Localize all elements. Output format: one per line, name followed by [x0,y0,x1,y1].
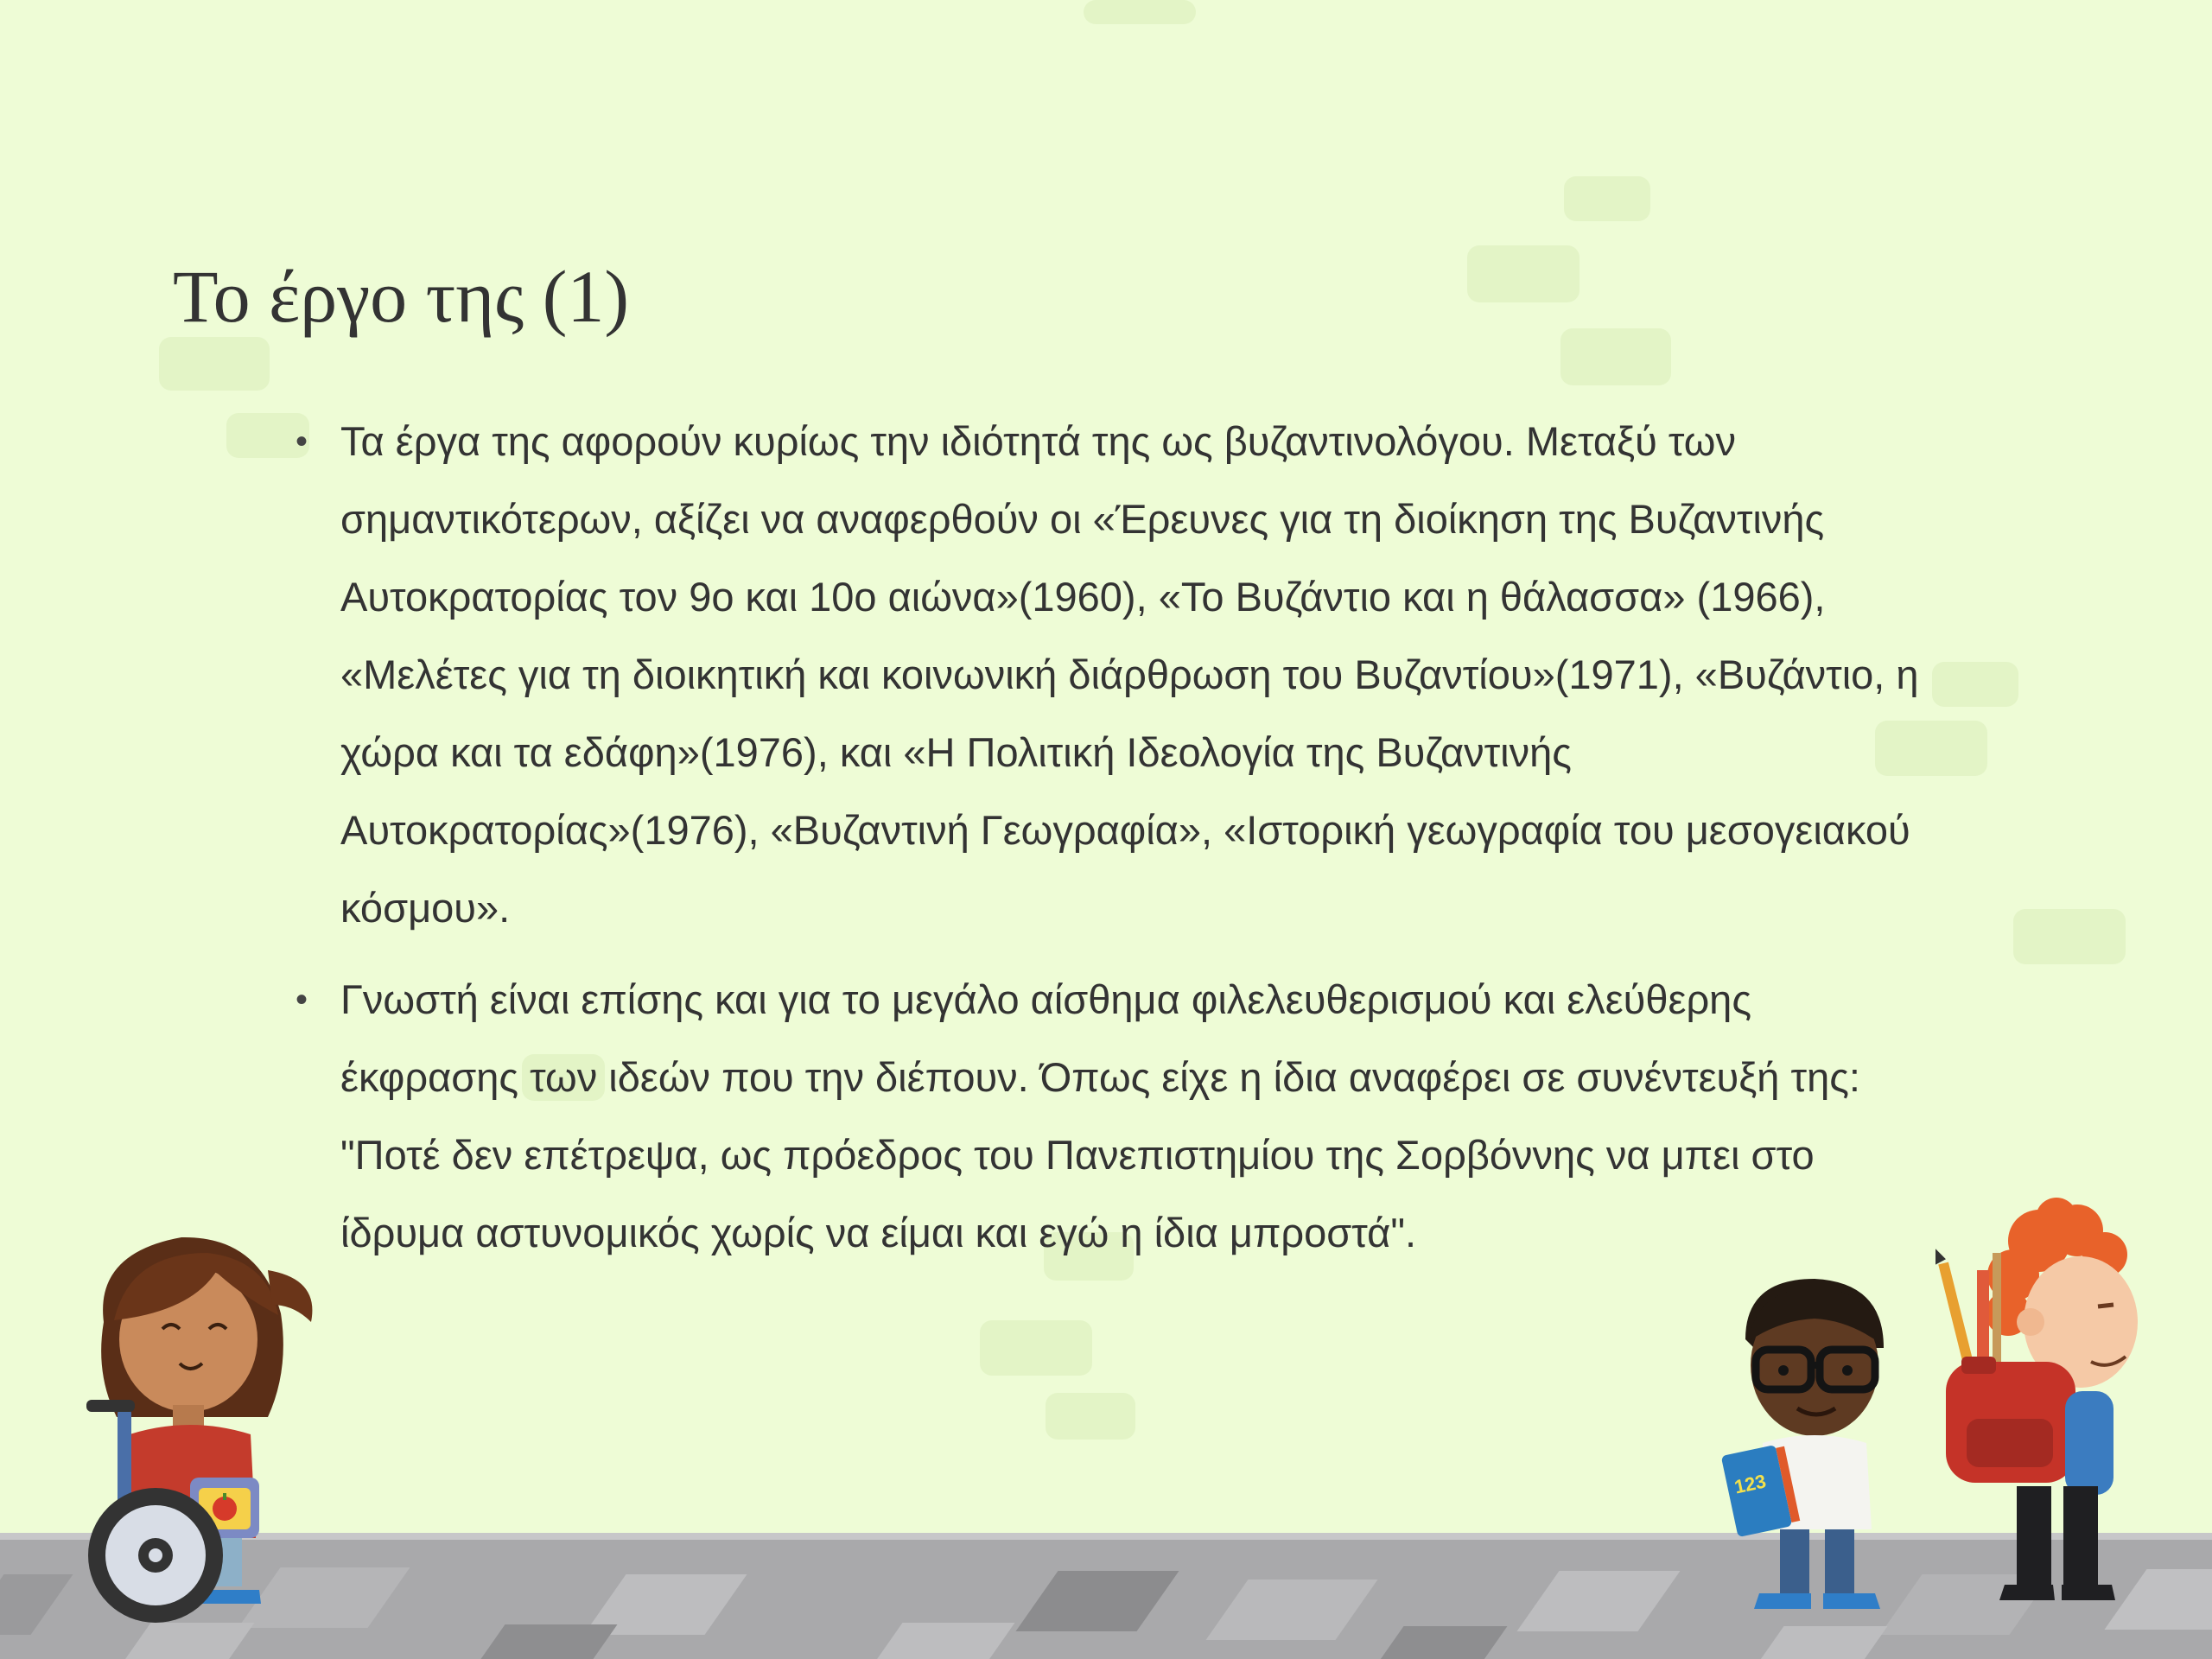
bullet-item: • Γνωστή είναι επίσης και για το μεγάλο αίσθημα φιλελευθερισμού και ελεύθερης έκφρασης των ιδεών που την διέπουν. Όπως είχε η ίδια αναφέρει σε συνέντευξή της: "Ποτέ δεν επέτρεψα, ως πρόεδρος του Πανεπιστημίου της Σορβόννης να μπει στο ίδρυμα αστυνομικός χωρίς να είμαι και εγώ η ίδια μπροστά". [294,961,1936,1272]
slide-title: Το έργο της (1) [173,255,630,338]
bullet-list [294,403,1936,1286]
girl-wheelchair-illustration [60,1218,346,1633]
boy-glasses-illustration [1711,1270,1910,1616]
boy-backpack-illustration [1936,1192,2160,1607]
book-label: 123 [1732,1470,1769,1498]
bullet-item: • Τα έργα της αφορούν κυρίως την ιδιότητά της ως βυζαντινολόγου. Μεταξύ των σημαντικότερων, αξίζει να αναφερθούν οι «Έρευνες για τη διοίκηση της Βυζαντινής Αυτοκρατορίας τον 9ο και 10ο αιώνα»(1960), «Το Βυζάντιο και η θάλασσα» (1966), «Μελέτες για τη διοικητική και κοινωνική διάρθρωση του Βυζαντίου»(1971), «Βυζάντιο, η χώρα και τα εδάφη»(1976), και «Η Πολιτική Ιδεολογία της Βυζαντινής Αυτοκρατορίας»(1976), «Βυζαντινή Γεωγραφία», «Ιστορική γεωγραφία του μεσογειακού κόσμου». [294,403,1936,947]
